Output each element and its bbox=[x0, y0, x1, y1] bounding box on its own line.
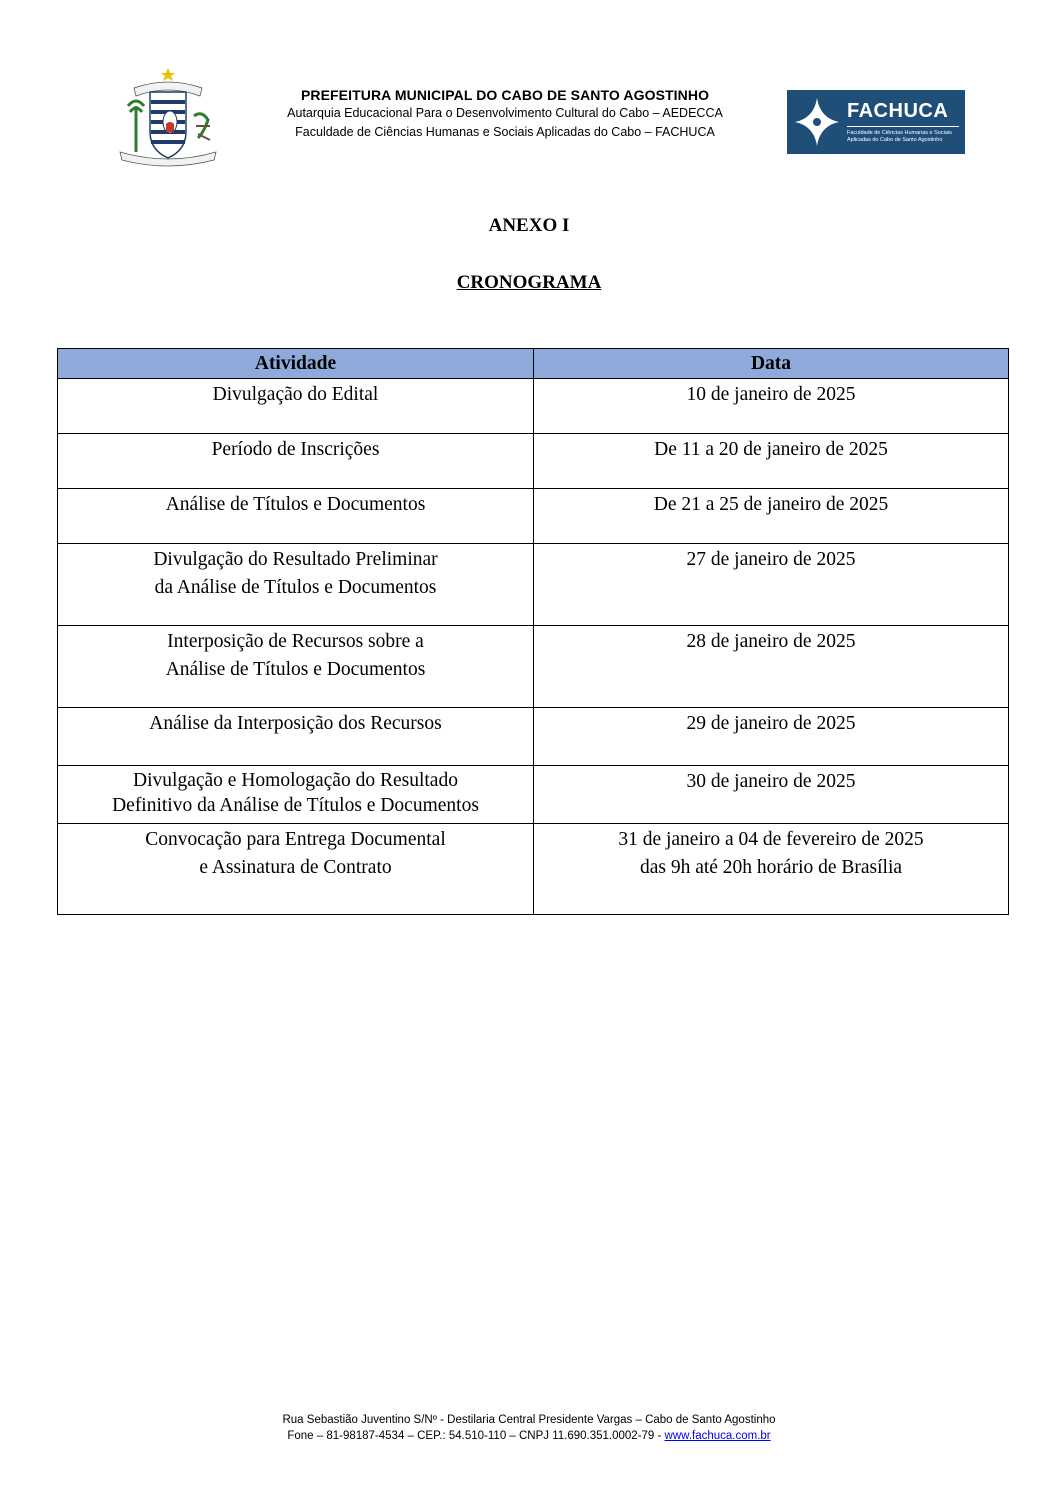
activity-line: Período de Inscrições bbox=[211, 439, 380, 460]
date-cell bbox=[534, 708, 1009, 766]
institution-subtitle-aedecca: Autarquia Educacional Para o Desenvolvimento Cultural do Cabo – AEDECCA bbox=[287, 106, 723, 120]
date-cell bbox=[534, 379, 1009, 434]
date-cell bbox=[534, 489, 1009, 544]
activity-line: Divulgação do Resultado Preliminar bbox=[153, 549, 438, 570]
activity-cell bbox=[58, 766, 534, 824]
table-row bbox=[58, 626, 1009, 708]
activity-line: Convocação para Entrega Documental bbox=[145, 829, 446, 850]
website-link[interactable]: www.fachuca.com.br bbox=[664, 1430, 771, 1442]
activity-cell bbox=[58, 708, 534, 766]
table-row bbox=[58, 434, 1009, 489]
activity-cell bbox=[58, 824, 534, 915]
date-cell bbox=[534, 434, 1009, 489]
activity-line: e Assinatura de Contrato bbox=[199, 857, 392, 878]
fachuca-logo bbox=[787, 90, 965, 154]
date-line: 10 de janeiro de 2025 bbox=[686, 384, 856, 405]
date-line: das 9h até 20h horário de Brasília bbox=[639, 857, 903, 878]
footer-address: Rua Sebastião Juventino S/Nº - Destilaria Central Presidente Vargas – Cabo de Santo Agostinho bbox=[282, 1414, 776, 1426]
activity-cell bbox=[58, 379, 534, 434]
column-header-activity: Atividade bbox=[58, 349, 534, 379]
table-row bbox=[58, 766, 1009, 824]
activity-line: Análise de Títulos e Documentos bbox=[165, 494, 426, 515]
date-line: 29 de janeiro de 2025 bbox=[686, 713, 856, 734]
page-header bbox=[0, 0, 1058, 180]
table-header-row bbox=[58, 349, 1009, 379]
institution-title: PREFEITURA MUNICIPAL DO CABO DE SANTO AGOSTINHO bbox=[300, 87, 710, 103]
table-row bbox=[58, 544, 1009, 626]
activity-line: da Análise de Títulos e Documentos bbox=[154, 577, 437, 598]
activity-line: Divulgação do Edital bbox=[212, 384, 379, 405]
date-line: 28 de janeiro de 2025 bbox=[686, 631, 856, 652]
table-row bbox=[58, 824, 1009, 915]
date-cell bbox=[534, 544, 1009, 626]
date-cell bbox=[534, 824, 1009, 915]
activity-cell bbox=[58, 544, 534, 626]
activity-line: Divulgação e Homologação do Resultado bbox=[133, 770, 458, 791]
header-text-block bbox=[240, 86, 770, 142]
table-row bbox=[58, 379, 1009, 434]
activity-cell bbox=[58, 489, 534, 544]
schedule-heading bbox=[0, 272, 1058, 294]
date-cell bbox=[534, 626, 1009, 708]
activity-cell bbox=[58, 434, 534, 489]
municipal-crest-logo bbox=[114, 66, 222, 172]
activity-line: Análise de Títulos e Documentos bbox=[165, 659, 426, 680]
date-cell bbox=[534, 766, 1009, 824]
schedule-title: CRONOGRAMA bbox=[456, 272, 602, 293]
footer-contact-line bbox=[0, 1428, 1058, 1444]
date-line: 30 de janeiro de 2025 bbox=[686, 771, 856, 792]
page-footer bbox=[0, 1412, 1058, 1444]
activity-line: Interposição de Recursos sobre a bbox=[167, 631, 424, 652]
activity-line: Definitivo da Análise de Títulos e Documentos bbox=[112, 795, 479, 816]
column-header-date: Data bbox=[534, 349, 1009, 379]
footer-contact: Fone – 81-98187-4534 – CEP.: 54.510-110 – CNPJ 11.690.351.0002-79 - bbox=[287, 1430, 665, 1442]
star-emblem-icon bbox=[793, 96, 841, 148]
table-row bbox=[58, 489, 1009, 544]
logo-divider bbox=[847, 126, 959, 127]
schedule-table bbox=[57, 348, 1009, 915]
date-line: 27 de janeiro de 2025 bbox=[686, 549, 856, 570]
activity-cell bbox=[58, 626, 534, 708]
table-row bbox=[58, 708, 1009, 766]
institution-subtitle-fachuca: Faculdade de Ciências Humanas e Sociais Aplicadas do Cabo – FACHUCA bbox=[295, 125, 715, 139]
date-line: 31 de janeiro a 04 de fevereiro de 2025 bbox=[618, 829, 924, 850]
annex-heading: ANEXO I bbox=[488, 215, 570, 236]
date-line: De 21 a 25 de janeiro de 2025 bbox=[653, 494, 889, 515]
date-line: De 11 a 20 de janeiro de 2025 bbox=[654, 439, 888, 460]
fachuca-logo-subtitle: Faculdade de Ciências Humanas e Sociais Aplicadas do Cabo de Santo Agostinho bbox=[847, 130, 952, 143]
fachuca-logo-name: FACHUCA bbox=[847, 100, 949, 122]
activity-line: Análise da Interposição dos Recursos bbox=[149, 713, 442, 734]
